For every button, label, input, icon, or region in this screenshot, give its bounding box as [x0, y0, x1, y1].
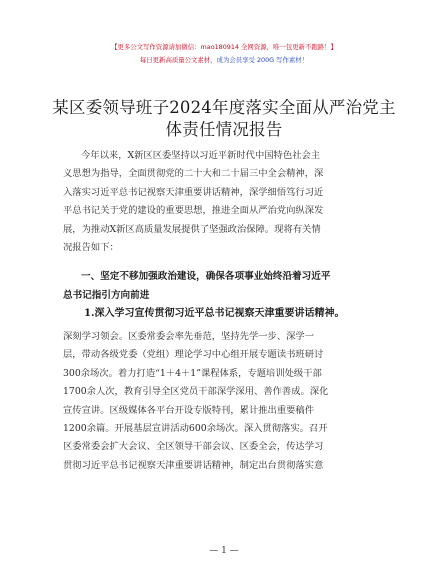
- text-line: 300余场次。着力打造“1＋4＋1”课程体系，专题培训处级干部: [63, 367, 322, 379]
- heading-line: 总书记指引方向前进: [63, 289, 150, 301]
- promo-text: 【更多公文写作资源请加微信：: [111, 43, 201, 51]
- text-line: 入落实习近平总书记视察天津重要讲话精神，深学细悟笃行习近: [63, 186, 324, 198]
- membership-text: 成为会员享受 200G 写作素材！: [216, 56, 309, 64]
- promo-banner-line-1: [0, 43, 448, 52]
- text-line: 层，带动各级党委（党组）理论学习中心组开展专题读书班研讨: [63, 349, 324, 361]
- text-line: 1200余篇。开展基层宣讲活动600余场次。深入贯彻落实。召开: [63, 423, 328, 435]
- text-line: 展，为推动X新区高质量发展提供了坚强政治保障。现将有关情: [63, 223, 321, 235]
- heading-line: 一、坚定不移加强政治建设，确保各项事业始终沿着习近平: [81, 271, 331, 282]
- text-line: 况报告如下：: [63, 242, 119, 254]
- text-line: 义思想为指导，全面贯彻党的二十大和二十届三中全会精神，深: [63, 168, 324, 180]
- text-line: 区委常委会扩大会议、全区领导干部会议、区委全会，传达学习: [63, 441, 324, 453]
- body-paragraph: [63, 328, 393, 475]
- page-number: — 1 —: [209, 546, 239, 556]
- subsection-heading: 1.深入学习宣传贯彻习近平总书记视察天津重要讲话精神。: [84, 308, 345, 319]
- promo-tail: 全网资源，唯一包更新不跑路！】: [241, 43, 337, 51]
- text-line: 宣传宣讲。区级媒体各平台开设专版特刊，累计推出重要稿件: [63, 404, 315, 416]
- title-line: 体责任情况报告: [165, 120, 283, 139]
- intro-paragraph: [63, 147, 393, 257]
- promo-text-2: 每日更新高质量公文素材，: [139, 56, 217, 64]
- document-title: [40, 97, 408, 141]
- section-heading: [63, 268, 403, 305]
- title-line: 某区委领导班子2024年度落实全面从严治党主: [52, 98, 396, 117]
- wechat-id: mao180914: [200, 43, 239, 51]
- text-line: 今年以来，X新区区委坚持以习近平新时代中国特色社会主: [81, 150, 321, 161]
- text-line: 1700余人次，教育引导全区党员干部深学深用、善作善成。深化: [63, 386, 329, 398]
- text-line: 贯彻习近平总书记视察天津重要讲话精神，制定出台贯彻落实意: [63, 459, 324, 471]
- text-line: 平总书记关于党的建设的重要思想，推进全面从严治党向纵深发: [63, 205, 324, 217]
- text-line: 深刻学习领会。区委常委会率先垂范，坚持先学一步、深学一: [63, 331, 315, 342]
- promo-banner-line-2: [0, 56, 448, 65]
